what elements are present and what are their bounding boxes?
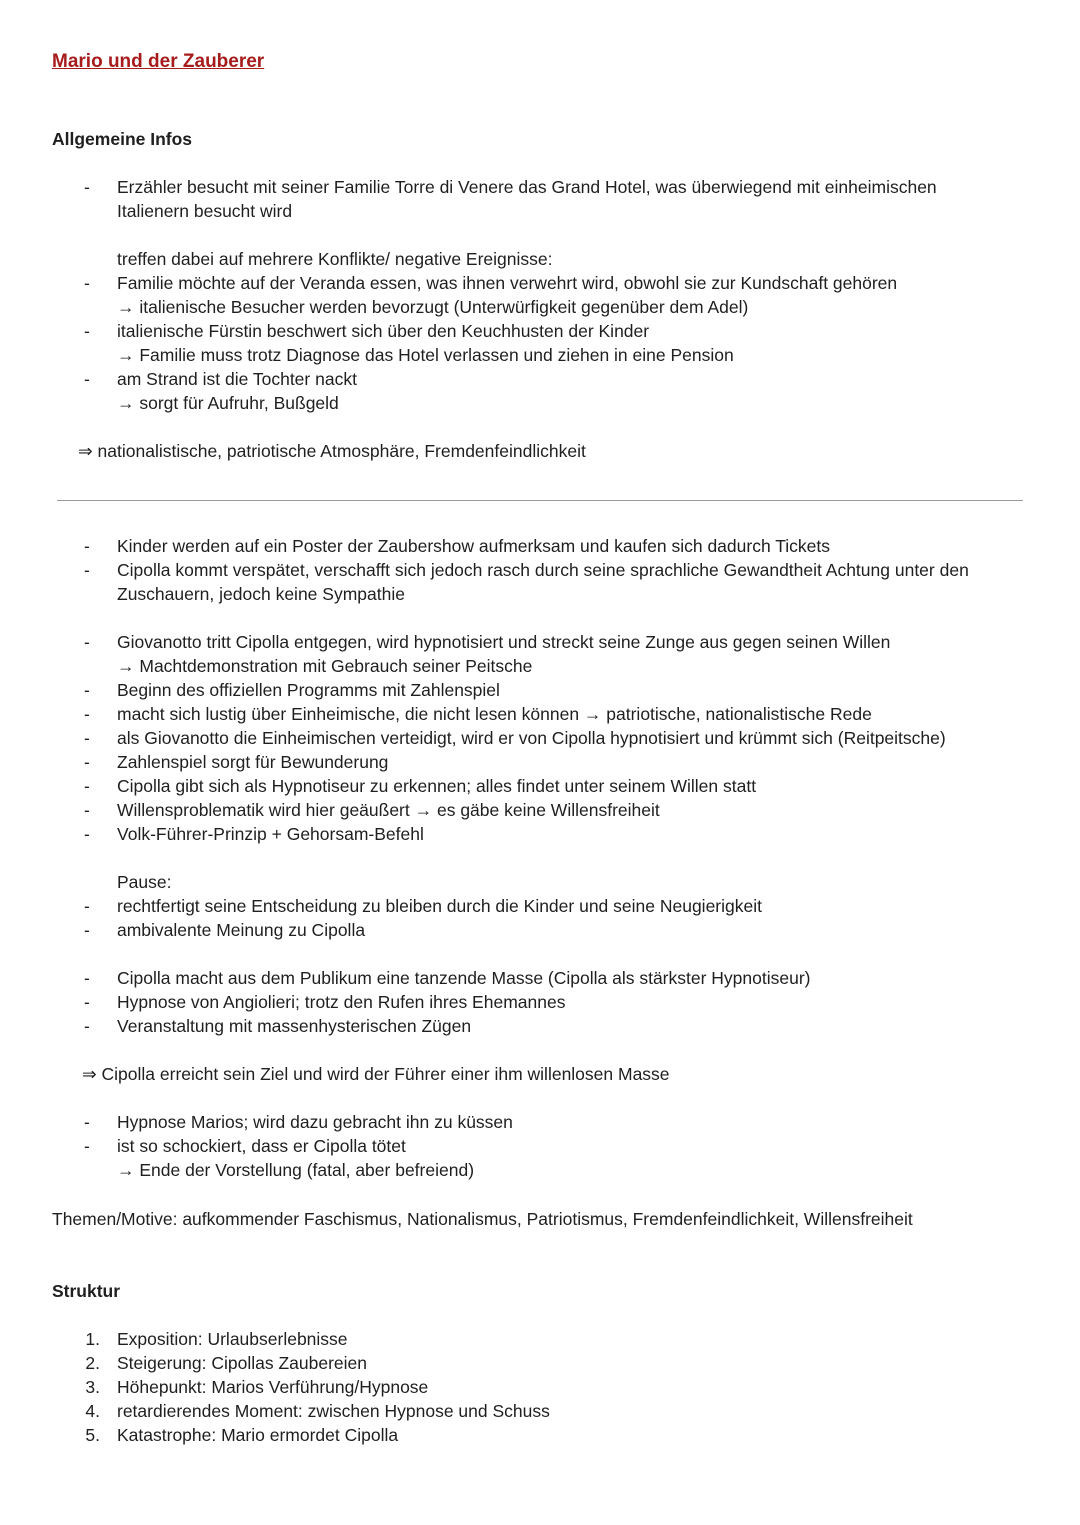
bullet-dash: - [84, 321, 90, 341]
list-item: 2. Steigerung: Cipollas Zaubereien [85, 1353, 368, 1373]
list-item: 4. retardierendes Moment: zwischen Hypnose und Schuss [85, 1401, 550, 1421]
list-number: 3. [85, 1377, 100, 1397]
list-item-continuation: Zuschauern, jedoch keine Sympathie [117, 584, 405, 604]
bullet-dash: - [84, 632, 90, 652]
conflicts-intro: treffen dabei auf mehrere Konflikte/ negative Ereignisse: [117, 249, 553, 269]
list-item: - rechtfertigt seine Entscheidung zu bleiben durch die Kinder und seine Neugierigkeit [84, 896, 762, 916]
themes-line: Themen/Motive: aufkommender Faschismus, Nationalismus, Patriotismus, Fremdenfeindlichkeit, Willensfreiheit [52, 1209, 913, 1229]
list-item: - Beginn des offiziellen Programms mit Zahlenspiel [84, 680, 500, 700]
bullet-dash: - [84, 560, 90, 580]
bullet-dash: - [84, 1112, 90, 1132]
list-item-continuation: → Machtdemonstration mit Gebrauch seiner Peitsche [117, 656, 533, 676]
plot-list [0, 534, 1080, 1182]
list-item-continuation: → italienische Besucher werden bevorzugt (Unterwürfigkeit gegenüber dem Adel) [117, 297, 749, 317]
bullet-dash: - [84, 177, 90, 197]
list-item: 1. Exposition: Urlaubserlebnisse [85, 1329, 348, 1349]
bullet-dash: - [84, 704, 90, 724]
bullet-dash: - [84, 369, 90, 389]
list-item: 3. Höhepunkt: Marios Verführung/Hypnose [85, 1377, 429, 1397]
bullet-dash: - [84, 920, 90, 940]
list-item: - Zahlenspiel sorgt für Bewunderung [84, 752, 389, 772]
general-conclusion: ⇒ nationalistische, patriotische Atmosphäre, Fremdenfeindlichkeit [78, 441, 586, 461]
list-item: - Giovanotto tritt Cipolla entgegen, wird hypnotisiert und streckt seine Zunge aus gegen seinen Willen [84, 632, 891, 652]
list-item: - Kinder werden auf ein Poster der Zaubershow aufmerksam und kaufen sich dadurch Tickets [84, 536, 831, 556]
list-item-continuation: Italienern besucht wird [117, 201, 293, 221]
list-item: - Hypnose von Angiolieri; trotz den Rufen ihres Ehemannes [84, 992, 566, 1012]
list-item: - Cipolla macht aus dem Publikum eine tanzende Masse (Cipolla als stärkster Hypnotiseur) [84, 968, 811, 988]
bullet-dash: - [84, 536, 90, 556]
bullet-dash: - [84, 1136, 90, 1156]
list-item: 5. Katastrophe: Mario ermordet Cipolla [85, 1425, 399, 1445]
list-item-continuation: → Familie muss trotz Diagnose das Hotel verlassen und ziehen in eine Pension [117, 345, 734, 365]
bullet-dash: - [84, 992, 90, 1012]
bullet-dash: - [84, 896, 90, 916]
list-item: - Veranstaltung mit massenhysterischen Zügen [84, 1016, 472, 1036]
list-item-continuation: → Ende der Vorstellung (fatal, aber befreiend) [117, 1160, 475, 1180]
list-item: - Willensproblematik wird hier geäußert → es gäbe keine Willensfreiheit [84, 800, 660, 820]
structure-list [0, 1327, 1080, 1447]
general-info-list [0, 175, 1080, 463]
plot-conclusion: ⇒ Cipolla erreicht sein Ziel und wird der Führer einer ihm willenlosen Masse [82, 1064, 670, 1084]
list-item: - als Giovanotto die Einheimischen verteidigt, wird er von Cipolla hypnotisiert und krümmt sich (Reitpeitsche) [84, 728, 946, 748]
bullet-dash: - [84, 273, 90, 293]
list-item: - Erzähler besucht mit seiner Familie Torre di Venere das Grand Hotel, was überwiegend mit einheimischen [84, 177, 937, 197]
heading-general-info: Allgemeine Infos [52, 129, 193, 149]
heading-structure: Struktur [52, 1281, 121, 1301]
bullet-dash: - [84, 800, 90, 820]
list-number: 2. [85, 1353, 100, 1373]
list-number: 5. [85, 1425, 100, 1445]
list-item: - am Strand ist die Tochter nackt [84, 369, 357, 389]
list-item: - ist so schockiert, dass er Cipolla tötet [84, 1136, 406, 1156]
list-item: - Volk-Führer-Prinzip + Gehorsam-Befehl [84, 824, 424, 844]
bullet-dash: - [84, 752, 90, 772]
horizontal-divider [57, 500, 1023, 501]
list-item: - Familie möchte auf der Veranda essen, was ihnen verwehrt wird, obwohl sie zur Kundschaft gehören [84, 273, 898, 293]
list-item: - Cipolla gibt sich als Hypnotiseur zu erkennen; alles findet unter seinem Willen statt [84, 776, 757, 796]
bullet-dash: - [84, 728, 90, 748]
bullet-dash: - [84, 1016, 90, 1036]
list-number: 4. [85, 1401, 100, 1421]
pause-label: Pause: [117, 872, 172, 892]
document-title: Mario und der Zauberer [52, 51, 265, 72]
bullet-dash: - [84, 776, 90, 796]
list-item: - macht sich lustig über Einheimische, die nicht lesen können → patriotische, nationalistische Rede [84, 704, 872, 724]
list-item: - Cipolla kommt verspätet, verschafft sich jedoch rasch durch seine sprachliche Gewandtheit Achtung unter den [84, 560, 969, 580]
list-item: - ambivalente Meinung zu Cipolla [84, 920, 366, 940]
bullet-dash: - [84, 680, 90, 700]
list-item: - Hypnose Marios; wird dazu gebracht ihn zu küssen [84, 1112, 513, 1132]
bullet-dash: - [84, 968, 90, 988]
list-item: - italienische Fürstin beschwert sich über den Keuchhusten der Kinder [84, 321, 650, 341]
list-number: 1. [85, 1329, 100, 1349]
list-item-continuation: → sorgt für Aufruhr, Bußgeld [117, 393, 339, 413]
bullet-dash: - [84, 824, 90, 844]
